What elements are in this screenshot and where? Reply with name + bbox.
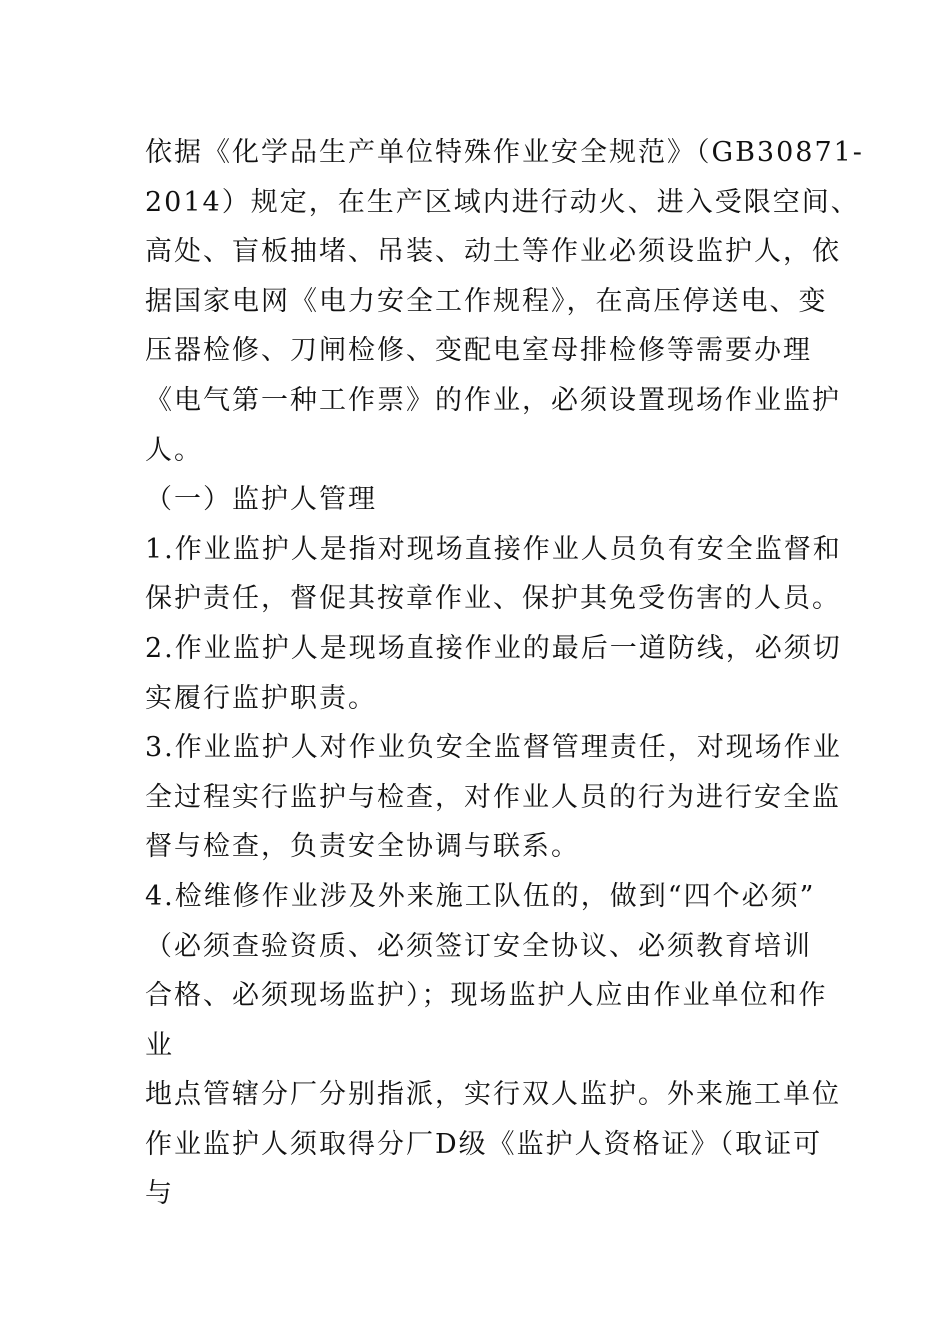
text-line: 2.作业监护人是现场直接作业的最后一道防线，必须切 (145, 632, 842, 664)
text-line: 作业监护人须取得分厂D级《监护人资格证》（取证可 (145, 1128, 823, 1160)
text-line: 全过程实行监护与检查，对作业人员的行为进行安全监 (145, 781, 841, 813)
section-heading: （一）监护人管理 (145, 484, 377, 516)
text-line: 人。 (145, 434, 203, 466)
text-line: 《电气第一种工作票》的作业，必须设置现场作业监护 (145, 384, 841, 416)
text-line: 2014）规定，在生产区域内进行动火、进入受限空间、 (145, 186, 860, 218)
text-line: 据国家电网《电力安全工作规程》，在高压停送电、变 (145, 285, 828, 317)
text-line: 与 (145, 1178, 174, 1210)
text-line: 保护责任，督促其按章作业、保护其免受伤害的人员。 (145, 583, 841, 615)
text-line: （必须查验资质、必须签订安全协议、必须教育培训 (145, 930, 812, 962)
text-line: 督与检查，负责安全协调与联系。 (145, 831, 580, 863)
text-line: 高处、盲板抽堵、吊装、动土等作业必须设监护人，依 (145, 236, 841, 268)
text-line: 1.作业监护人是指对现场直接作业人员负有安全监督和 (145, 533, 842, 565)
text-line: 合格、必须现场监护）；现场监护人应由作业单位和作 (145, 980, 828, 1012)
text-line: 业 (145, 1029, 174, 1061)
text-line: 3.作业监护人对作业负安全监督管理责任，对现场作业 (145, 732, 842, 764)
text-line: 实履行监护职责。 (145, 682, 377, 714)
text-line: 压器检修、刀闸检修、变配电室母排检修等需要办理 (145, 335, 812, 367)
document-body (145, 128, 864, 1219)
text-line: 4.检维修作业涉及外来施工队伍的，做到“四个必须” (145, 880, 816, 912)
text-line: 地点管辖分厂分别指派，实行双人监护。外来施工单位 (145, 1079, 841, 1111)
text-line: 依据《化学品生产单位特殊作业安全规范》（GB30871- (145, 137, 864, 168)
